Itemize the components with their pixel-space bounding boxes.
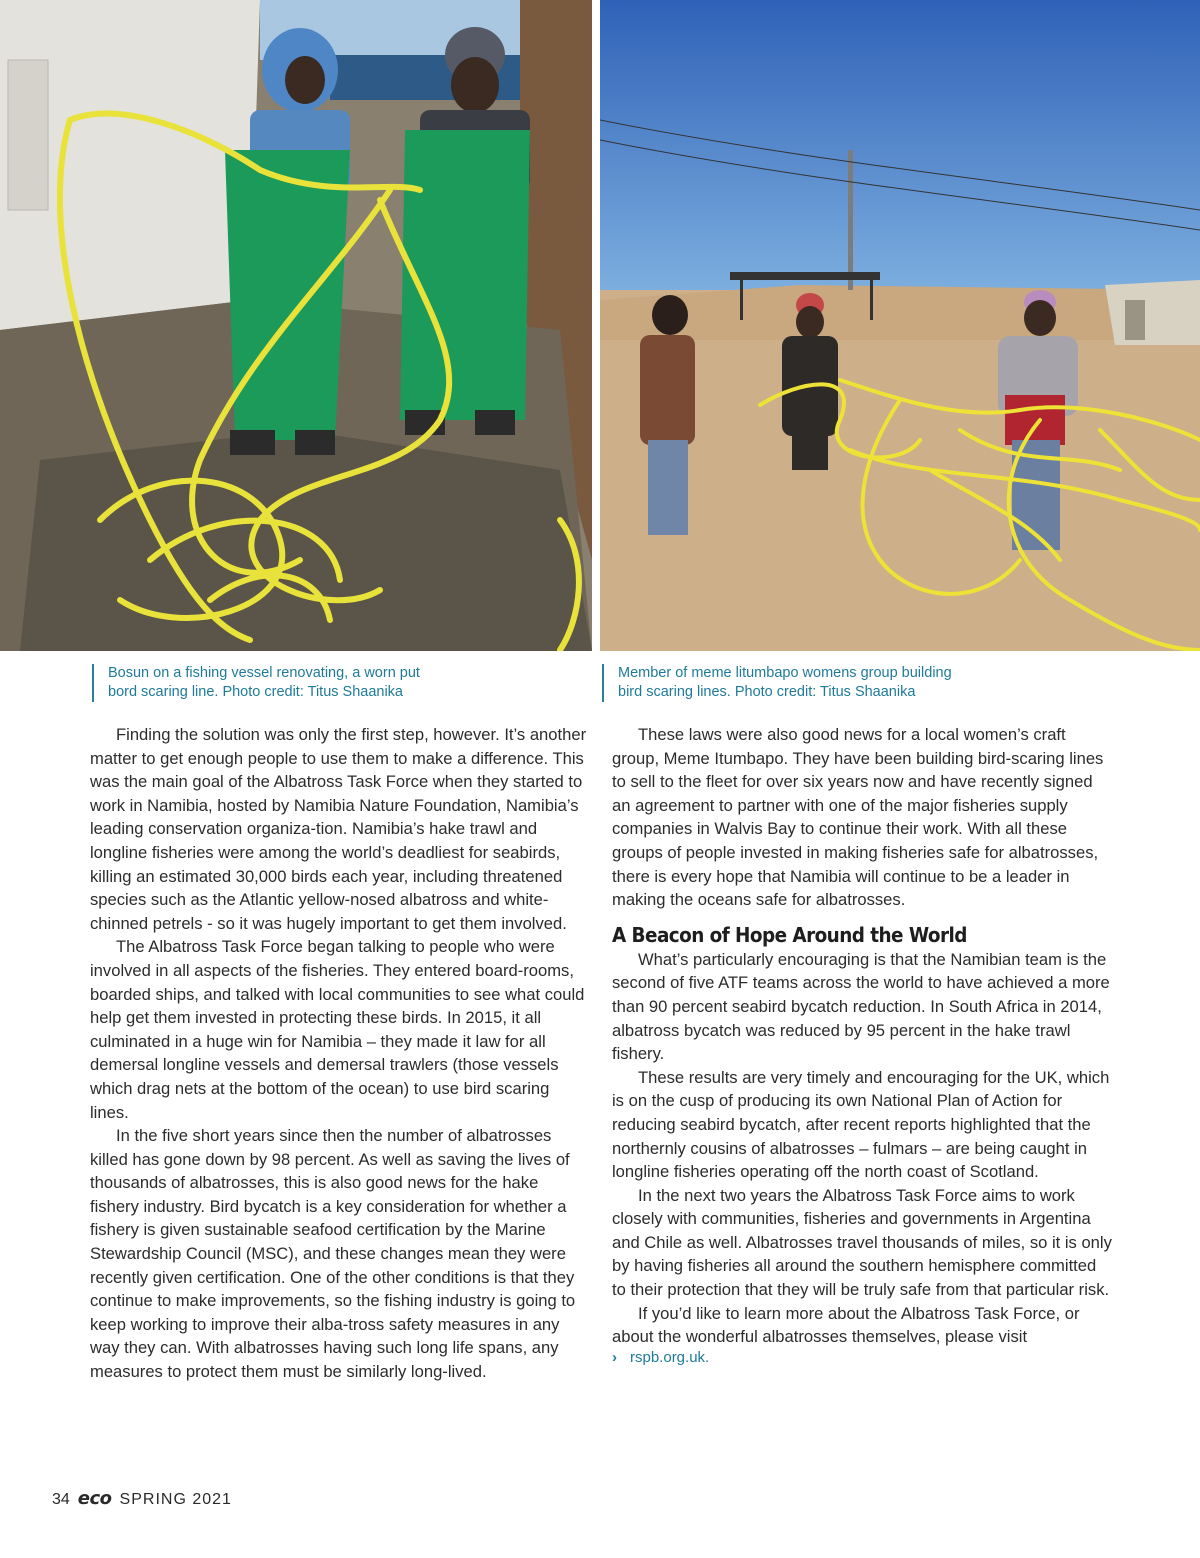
caption-right-line2: bird scaring lines. Photo credit: Titus Shaanika [618, 684, 916, 700]
chevron-right-icon: › [612, 1348, 617, 1366]
rspb-link[interactable] [612, 1349, 1112, 1367]
photo-caption-right [602, 664, 1038, 702]
page-footer [52, 1488, 232, 1509]
article-paragraph: Finding the solution was only the first step, however. It’s another matter to get enough people to use them to make a difference. This was the main goal of the Albatross Task Force when they started to work in Namibia, hosted by Namibia Nature Foundation, Namibia’s leading conservation organiza-tion. Namibia’s hake trawl and longline fisheries were among the world’s deadliest for seabirds, killing an estimated 30,000 birds each year, including threatened species such as the Atlantic yellow-nosed albatross and white-chinned petrels - so it was hugely important to get them involved. [90, 725, 587, 933]
photo-fishing-vessel [0, 0, 592, 651]
fishing-vessel-illustration [0, 0, 592, 651]
section-heading: A Beacon of Hope Around the World [612, 922, 967, 947]
page-number: 34 [52, 1491, 70, 1508]
photo-caption-left [92, 664, 528, 702]
article-paragraph: In the next two years the Albatross Task Force aims to work closely with communities, fisheries and governments in Argentina and Chile as well. Albatrosses travel thousands of miles, so it is only by having fisheries all around the southern hemisphere committed to their protection that they will be truly safe from that particular risk. [612, 1185, 1112, 1300]
article-paragraph: The Albatross Task Force began talking to people who were involved in all aspects of the fisheries. They entered board-rooms, boarded ships, and talked with local communities to see what could help get them invested in protecting these birds. In 2015, it all culminated in a huge win for Namibia – they made it law for all demersal longline vessels and demersal trawlers (those vessels which drag nets at the bottom of the ocean) to use bird scaring lines. [90, 937, 585, 1122]
article-paragraph: These results are very timely and encouraging for the UK, which is on the cusp of producing its own National Plan of Action for reducing seabird bycatch, after recent reports highlighted that the northernly cousins of albatrosses – fulmars – are being caught in longline fisheries operating off the north coast of Scotland. [612, 1067, 1110, 1182]
article-paragraph: In the five short years since then the number of albatrosses killed has gone down by 98 percent. As well as saving the lives of thousands of albatrosses, this is also good news for the hake fishery industry. Bird bycatch is a key consideration for whether a fishery is given sustainable seafood certification by the Marine Stewardship Council (MSC), and these changes mean they were recently given certification. One of the other conditions is that they continue to make improvements, so the fishing industry is going to keep working to improve their alba-tross safety measures in any way they can. With albatrosses having such long life spans, any measures to protect them must be similarly long-lived. [90, 1126, 576, 1382]
article-paragraph: These laws were also good news for a local women’s craft group, Meme Itumbapo. They have been building bird-scaring lines to sell to the fleet for over six years now and have recently signed an agreement to partner with one of the major fisheries supply companies in Walvis Bay to continue their work. With all these groups of people invested in making fisheries safe for albatrosses, there is every hope that Namibia will continue to be a leader in making the oceans safe for albatrosses. [612, 725, 1104, 910]
article-paragraph: What’s particularly encouraging is that the Namibian team is the second of five ATF teams across the world to have achieved a more than 90 percent seabird bycatch reduction. In South Africa in 2014, albatross bycatch was reduced by 95 percent in the hake trawl fishery. [612, 949, 1110, 1064]
magazine-brand: eco [77, 1488, 112, 1509]
article-column-left [90, 723, 590, 1384]
womens-group-illustration [600, 0, 1200, 651]
issue-label: SPRING 2021 [119, 1491, 232, 1508]
article-column-right [612, 723, 1112, 1367]
caption-right-line1: Member of meme litumbapo womens group building [618, 665, 952, 681]
caption-left-line2: bord scaring line. Photo credit: Titus Shaanika [108, 684, 403, 700]
article-paragraph: If you’d like to learn more about the Albatross Task Force, or about the wonderful albatrosses themselves, please visit [612, 1303, 1080, 1347]
caption-left-line1: Bosun on a fishing vessel renovating, a worn put [108, 665, 420, 681]
rspb-link-text[interactable]: rspb.org.uk. [630, 1348, 710, 1366]
photo-womens-group [600, 0, 1200, 651]
